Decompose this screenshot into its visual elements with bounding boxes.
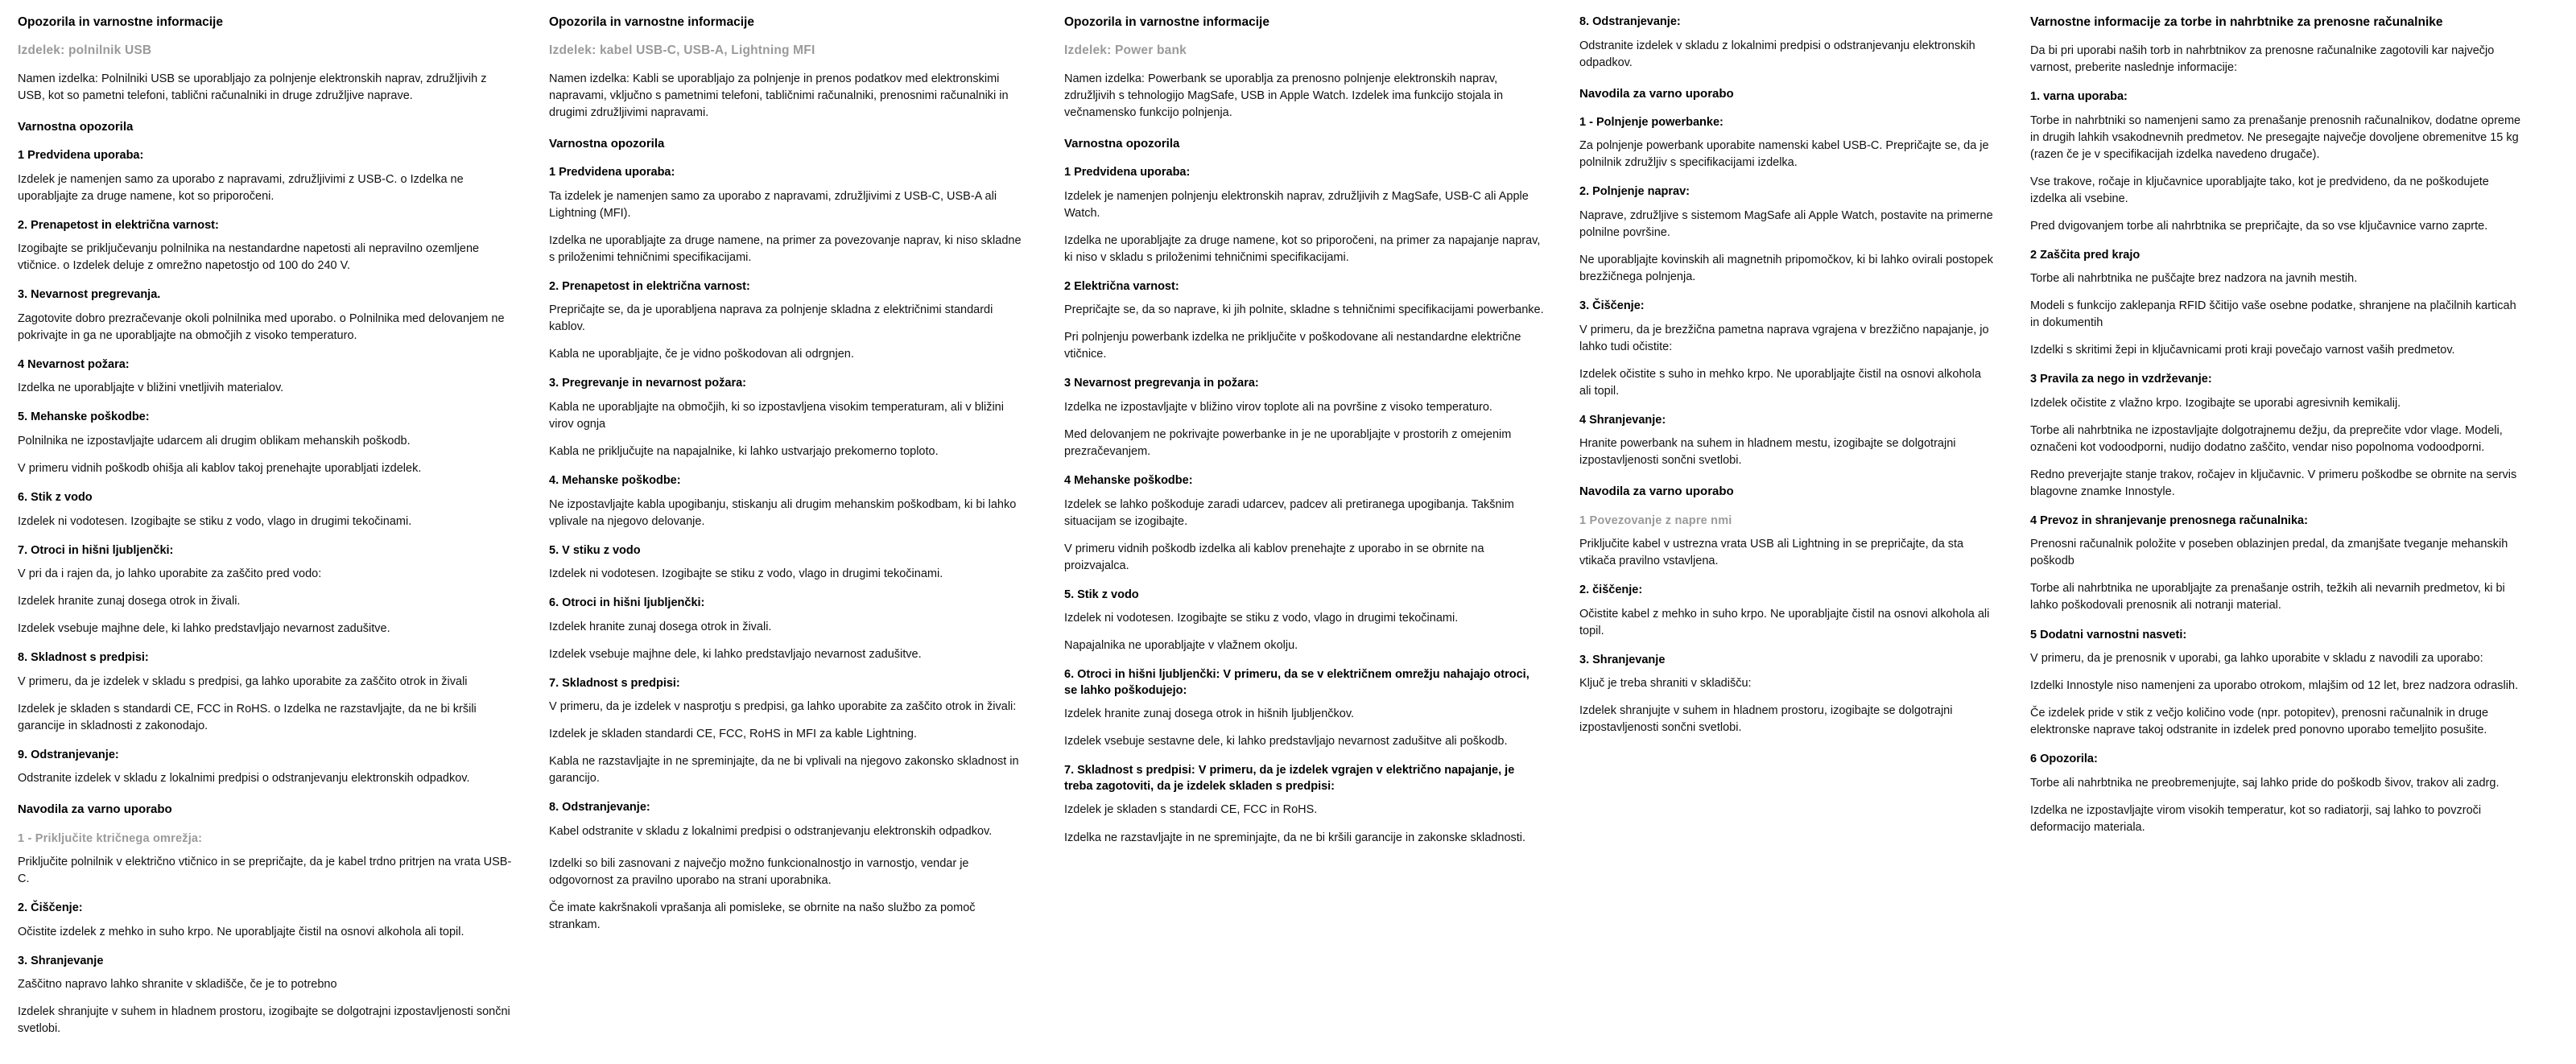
- care-section-heading: 1 - Polnjenje powerbanke:: [1579, 115, 1724, 129]
- section-heading: 1 Predvidena uporaba:: [1064, 166, 1191, 179]
- care-paragraph: Izdelek shranjujte v suhem in hladnem prostoru, izogibajte se dolgotrajni izpostavljenosti sončni svetlobi.: [18, 1005, 510, 1036]
- care-section-heading: 3. Čiščenje:: [1579, 299, 1645, 313]
- section-heading: 5. V stiku z vodo: [549, 543, 641, 557]
- care-paragraph: Izdelek shranjujte v suhem in hladnem prostoru, izogibajte se dolgotrajni izpostavljenosti sončni svetlobi.: [1579, 704, 1953, 735]
- warnings-heading: Varnostna opozorila: [18, 119, 134, 134]
- section-heading: 1 Predvidena uporaba:: [549, 166, 675, 179]
- section-paragraph: Izdelek ni vodotesen. Izogibajte se stiku z vodo, vlago in drugimi tekočinami.: [549, 567, 943, 581]
- care-paragraph: Priključite kabel v ustrezna vrata USB ali Lightning in se prepričajte, da sta vtikača pravilno vstavljena.: [1579, 538, 1964, 568]
- section-paragraph: Izdelek hranite zunaj dosega otrok in hišnih ljubljenčkov.: [1064, 707, 1355, 721]
- care-section-heading: 2. Čiščenje:: [18, 901, 83, 915]
- section-paragraph: Vse trakove, ročaje in ključavnice uporabljajte tako, kot je predvideno, da ne poškodujete izdelka ali vsebine.: [2030, 175, 2489, 205]
- section-heading: 3. Pregrevanje in nevarnost požara:: [549, 377, 746, 390]
- section-paragraph: Prenosni računalnik položite v poseben oblazinjen predal, da zmanjšate tveganje mehanskih poškodb: [2030, 538, 2508, 568]
- care-paragraph: Za polnjenje powerbank uporabite namenski kabel USB-C. Prepričajte se, da je polnilnik združljiv s specifikacijami izdelka.: [1579, 139, 1989, 170]
- section-paragraph: Med delovanjem ne pokrivajte powerbanke in je ne uporabljajte v prostorih z omejenim prezračevanjem.: [1064, 427, 1512, 458]
- section-paragraph: Napajalnika ne uporabljajte v vlažnem okolju.: [1064, 639, 1298, 653]
- section-paragraph: Izdelki Innostyle niso namenjeni za uporabo otrokom, mlajšim od 12 let, brez nadzora odraslih.: [2030, 679, 2519, 693]
- care-paragraph: Ključ je treba shraniti v skladišču:: [1579, 677, 1752, 691]
- section-paragraph: Izdelka ne izpostavljajte v bližino virov toplote ali na površine z visoko temperaturo.: [1064, 400, 1492, 414]
- section-paragraph: Izdelek je namenjen polnjenju elektronskih naprav, združljivih z MagSafe, USB-C ali Apple Watch.: [1064, 189, 1529, 220]
- section-paragraph: Izdelka ne uporabljajte za druge namene, na primer za povezovanje naprav, ki niso skladne s priloženimi tehničnimi specifikacijami.: [549, 233, 1022, 264]
- section-paragraph: Torbe ali nahrbtnika ne puščajte brez nadzora na javnih mestih.: [2030, 272, 2358, 286]
- section-paragraph: V primeru vidnih poškodb ohišja ali kablov takoj prenehajte uporabljati izdelek.: [18, 462, 422, 476]
- section-paragraph: Kabla ne priključujte na napajalnike, ki lahko ustvarjajo prekomerno toploto.: [549, 444, 939, 458]
- column-title: Opozorila in varnostne informacije: [18, 15, 223, 29]
- section-paragraph: Pri polnjenju powerbank izdelka ne priključite v poškodovane ali nestandardne električne vtičnice.: [1064, 331, 1521, 361]
- product-line: Izdelek: kabel USB-C, USB-A, Lightning MFI: [549, 43, 815, 57]
- section-paragraph: Kabla ne uporabljajte, če je vidno poškodovan ali odrgnjen.: [549, 348, 854, 361]
- care-paragraph: Ne uporabljajte kovinskih ali magnetnih pripomočkov, ki bi lahko ovirali postopek brezžičnega polnjenja.: [1579, 254, 1993, 284]
- section-heading: 6. Otroci in hišni ljubljenčki:: [549, 596, 705, 610]
- section-paragraph: Izdelek ni vodotesen. Izogibajte se stiku z vodo, vlago in drugimi tekočinami.: [18, 514, 412, 528]
- section-paragraph: Izdelek hranite zunaj dosega otrok in živali.: [549, 620, 772, 633]
- section-paragraph: Kabel odstranite v skladu z lokalnimi predpisi o odstranjevanju elektronskih odpadkov.: [549, 824, 993, 838]
- section-heading: 9. Odstranjevanje:: [18, 748, 119, 761]
- section-paragraph: Izdelek je skladen s standardi CE, FCC in RoHS. o Izdelka ne razstavljajte, da ne bi kršili garancije in skladnosti z zakonodajo.: [18, 702, 477, 732]
- warnings-heading: Varnostna opozorila: [549, 136, 665, 151]
- section-paragraph: Polnilnika ne izpostavljajte udarcem ali drugim oblikam mehanskih poškodb.: [18, 435, 411, 448]
- care-paragraph: Zaščitno napravo lahko shranite v skladišče, če je to potrebno: [18, 978, 337, 992]
- care-heading-2: Navodila za varno uporabo: [1579, 485, 1734, 499]
- section-heading: 7. Skladnost s predpisi:: [549, 676, 680, 690]
- section-heading: 8. Skladnost s predpisi:: [18, 651, 149, 665]
- intro-paragraph: Namen izdelka: Powerbank se uporablja za prenosno polnjenje elektronskih naprav, združljivih s tehnologijo MagSafe, USB in Apple Watch. Izdelek ima funkcijo stojala in večnamensko funkcijo polnjenja.: [1064, 72, 1504, 119]
- column-title: Opozorila in varnostne informacije: [549, 15, 754, 29]
- section-heading: 4. Mehanske poškodbe:: [549, 473, 681, 487]
- care-paragraph: Očistite izdelek z mehko in suho krpo. Ne uporabljajte čistil na osnovi alkohola ali topil.: [18, 925, 464, 938]
- intro-paragraph: Namen izdelka: Polnilniki USB se uporabljajo za polnjenje elektronskih naprav, združljivih z USB, kot so pametni telefoni, tablični računalniki in druge združljive naprave.: [18, 72, 487, 102]
- care-section-heading: 3. Shranjevanje: [18, 954, 104, 967]
- section-heading: 5. Stik z vodo: [1064, 588, 1139, 601]
- section-paragraph: Izogibajte se priključevanju polnilnika na nestandardne napetosti ali nepravilno ozemljene vtičnice. o Izdelek deluje z omrežno napetostjo od 100 do 240 V.: [18, 242, 480, 273]
- section-paragraph: V pri da i rajen da, jo lahko uporabite za zaščito pred vodo:: [18, 567, 322, 581]
- section-heading: 3 Nevarnost pregrevanja in požara:: [1064, 377, 1259, 390]
- section-heading: 5 Dodatni varnostni nasveti:: [2030, 628, 2187, 641]
- column-title: Opozorila in varnostne informacije: [1064, 15, 1269, 29]
- section-paragraph: Izdelek se lahko poškoduje zaradi udarcev, padcev ali pretiranega upogibanja. Takšnim situacijam se izogibajte.: [1064, 497, 1514, 528]
- section-heading: 6. Otroci in hišni ljubljenčki: V primeru, da se v električnem omrežju nahajajo otroci, se lahko poškodujejo:: [1064, 668, 1530, 697]
- section-heading: 6 Opozorila:: [2030, 753, 2098, 766]
- section-heading: 5. Mehanske poškodbe:: [18, 410, 150, 424]
- section-heading: 2. Prenapetost in električna varnost:: [18, 218, 219, 232]
- care-section-heading: 2. Polnjenje naprav:: [1579, 185, 1690, 199]
- section-paragraph: Izdelka ne uporabljajte za druge namene, kot so priporočeni, na primer za napajanje naprav, ki niso v skladu s priloženimi tehničnimi specifikacijami.: [1064, 233, 1541, 264]
- section-heading: 4 Mehanske poškodbe:: [1064, 473, 1193, 487]
- section-paragraph: Redno preverjajte stanje trakov, ročajev in ključavnic. V primeru poškodbe se obrnite na servis blagovne znamke Innostyle.: [2030, 468, 2517, 498]
- section-paragraph: Odstranite izdelek v skladu z lokalnimi predpisi o odstranjevanju elektronskih odpadkov.: [1579, 39, 1975, 69]
- footer-paragraph: Če imate kakršnakoli vprašanja ali pomisleke, se obrnite na našo službo za pomoč strankam.: [549, 901, 976, 931]
- footer-paragraph: Izdelki so bili zasnovani z največjo možno funkcionalnostjo in varnostjo, vendar je odgovornost za pravilno uporabo na strani uporabnika.: [549, 856, 969, 887]
- section-paragraph: Izdelek je skladen standardi CE, FCC, RoHS in MFI za kable Lightning.: [549, 728, 917, 741]
- section-heading: 1 Predvidena uporaba:: [18, 149, 144, 163]
- section-paragraph: Ta izdelek je namenjen samo za uporabo z napravami, združljivimi z USB-C, USB-A ali Lightning (MFI).: [549, 189, 997, 220]
- care-paragraph: Hranite powerbank na suhem in hladnem mestu, izogibajte se dolgotrajni izpostavljenosti sončni svetlobi.: [1579, 437, 1956, 468]
- section-paragraph: Izdelek vsebuje majhne dele, ki lahko predstavljajo nevarnost zadušitve.: [549, 647, 922, 661]
- section-paragraph: V primeru vidnih poškodb izdelka ali kablov prenehajte z uporabo in se obrnite na proizvajalca.: [1064, 542, 1484, 572]
- section-paragraph: Izdelek vsebuje majhne dele, ki lahko predstavljajo nevarnost zadušitve.: [18, 622, 390, 636]
- section-heading: 8. Odstranjevanje:: [549, 801, 650, 814]
- section-heading: 2 Električna varnost:: [1064, 279, 1179, 293]
- section-paragraph: Izdelka ne izpostavljajte virom visokih temperatur, kot so radiatorji, saj lahko to povzroči deformacijo materiala.: [2030, 803, 2482, 834]
- care-paragraph: Izdelek očistite s suho in mehko krpo. Ne uporabljajte čistil na osnovi alkohola ali topil.: [1579, 367, 1981, 398]
- section-paragraph: Prepričajte se, da so naprave, ki jih polnite, skladne s tehničnimi specifikacijami powerbanke.: [1064, 303, 1544, 317]
- column-powerbank: [1046, 14, 1562, 857]
- column-title: Varnostne informacije za torbe in nahrbtnike za prenosne računalnike: [2030, 15, 2443, 29]
- section-paragraph: Modeli s funkcijo zaklepanja RFID ščitijo vaše osebne podatke, shranjene na plačilnih karticah in dokumentih: [2030, 299, 2516, 330]
- warnings-heading: Varnostna opozorila: [1064, 136, 1180, 151]
- section-paragraph: Izdelek vsebuje sestavne dele, ki lahko predstavljajo nevarnost zadušitve ali poškodb.: [1064, 735, 1508, 749]
- section-paragraph: Izdelek je namenjen samo za uporabo z napravami, združljivimi z USB-C. o Izdelka ne uporabljajte za druge namene, kot so priporočeni.: [18, 172, 464, 203]
- section-heading: 4 Prevoz in shranjevanje prenosnega računalnika:: [2030, 513, 2308, 527]
- section-paragraph: Zagotovite dobro prezračevanje okoli polnilnika med uporabo. o Polnilnika med delovanjem ne pokrivajte in ga ne uporabljajte na območjih z visoko temperaturo.: [18, 311, 505, 342]
- section-paragraph: Torbe in nahrbtniki so namenjeni samo za prenašanje prenosnih računalnikov, dodatne opreme in drugih lahkih vsakodnevnih predmetov. Ne presegajte največje dovoljene obremenitve 15 kg (razen če je v specifikacijah izdelka navedeno drugače).: [2030, 113, 2521, 161]
- care-section-heading: 1 Povezovanje z napre nmi: [1579, 513, 1732, 527]
- care-paragraph: V primeru, da je brezžična pametna naprava vgrajena v brezžično napajanje, jo lahko tudi očistite:: [1579, 323, 1989, 353]
- section-paragraph: Izdelki s skritimi žepi in ključavnicami proti kraji povečajo varnost vaših predmetov.: [2030, 344, 2455, 357]
- section-heading: 2 Zaščita pred krajo: [2030, 248, 2140, 262]
- section-paragraph: Izdelek ni vodotesen. Izogibajte se stiku z vodo, vlago in drugimi tekočinami.: [1064, 612, 1459, 625]
- section-paragraph: Odstranite izdelek v skladu z lokalnimi predpisi o odstranjevanju elektronskih odpadkov.: [18, 772, 470, 786]
- care-section-heading: 4 Shranjevanje:: [1579, 413, 1666, 427]
- section-heading: 4 Nevarnost požara:: [18, 357, 130, 371]
- section-heading: 8. Odstranjevanje:: [1579, 15, 1681, 28]
- care-paragraph: Priključite polnilnik v električno vtičnico in se prepričajte, da je kabel trdno pritrjen na vrata USB-C.: [18, 856, 512, 886]
- section-paragraph: V primeru, da je prenosnik v uporabi, ga lahko uporabite v skladu z navodili za uporabo:: [2030, 652, 2483, 666]
- column-powerbank-care: [1562, 14, 2013, 747]
- section-paragraph: Torbe ali nahrbtnika ne preobremenjujte, saj lahko pride do poškodb šivov, trakov ali zadrg.: [2030, 776, 2500, 790]
- product-line: Izdelek: polnilnik USB: [18, 43, 152, 57]
- column-bags: [2013, 14, 2544, 847]
- care-section-heading: 2. čiščenje:: [1579, 584, 1643, 597]
- intro-paragraph: Da bi pri uporabi naših torb in nahrbtnikov za prenosne računalnike zagotovili kar največjo varnost, preberite naslednje informacije:: [2030, 43, 2495, 74]
- column-cable: [531, 14, 1046, 944]
- section-heading: 3. Nevarnost pregrevanja.: [18, 288, 161, 302]
- care-paragraph: Očistite kabel z mehko in suho krpo. Ne uporabljajte čistil na osnovi alkohola ali topil.: [1579, 607, 1990, 637]
- section-paragraph: V primeru, da je izdelek v skladu s predpisi, ga lahko uporabite za zaščito otrok in živali: [18, 674, 468, 688]
- section-paragraph: Izdelka ne razstavljajte in ne spreminjajte, da ne bi kršili garancije in zakonske skladnosti.: [1064, 831, 1526, 844]
- section-paragraph: Pred dvigovanjem torbe ali nahrbtnika se prepričajte, da so vse ključavnice varno zaprte.: [2030, 219, 2488, 233]
- care-heading: Navodila za varno uporabo: [18, 802, 172, 817]
- section-heading: 7. Otroci in hišni ljubljenčki:: [18, 543, 174, 557]
- section-heading: 6. Stik z vodo: [18, 491, 93, 505]
- section-paragraph: Izdelka ne uporabljajte v bližini vnetljivih materialov.: [18, 381, 284, 395]
- section-paragraph: V primeru, da je izdelek v nasprotju s predpisi, ga lahko uporabite za zaščito otrok in živali:: [549, 700, 1017, 714]
- product-line: Izdelek: Power bank: [1064, 43, 1187, 57]
- care-paragraph: Naprave, združljive s sistemom MagSafe ali Apple Watch, postavite na primerne polnilne površine.: [1579, 209, 1993, 240]
- care-section-heading: 1 - Priključite ktričnega omrežja:: [18, 831, 203, 845]
- section-paragraph: Kabla ne uporabljajte na območjih, ki so izpostavljena visokim temperaturam, ali v bližini virov ognja: [549, 400, 1004, 431]
- section-paragraph: Izdelek hranite zunaj dosega otrok in živali.: [18, 595, 241, 608]
- intro-paragraph: Namen izdelka: Kabli se uporabljajo za polnjenje in prenos podatkov med elektronskimi napravami, vključno s pametnimi telefoni, tabličnimi računalniki, prenosnimi računalniki in drugimi združljivimi napravami.: [549, 72, 1009, 119]
- care-heading: Navodila za varno uporabo: [1579, 86, 1734, 101]
- section-heading: 3 Pravila za nego in vzdrževanje:: [2030, 373, 2212, 386]
- section-heading: 2. Prenapetost in električna varnost:: [549, 279, 750, 293]
- section-paragraph: Torbe ali nahrbtnika ne uporabljajte za prenašanje ostrih, težkih ali nevarnih predmetov, ki bi lahko poškodovali prenosnik ali notranji material.: [2030, 582, 2505, 612]
- column-charger: [0, 14, 531, 1048]
- section-paragraph: Kabla ne razstavljajte in ne spreminjajte, da ne bi vplivali na njegovo zakonsko skladnost in garancijo.: [549, 755, 1019, 786]
- section-paragraph: Izdelek je skladen s standardi CE, FCC in RoHS.: [1064, 803, 1318, 817]
- section-paragraph: Ne izpostavljajte kabla upogibanju, stiskanju ali drugim mehanskim poškodbam, ki bi lahko vplivale na njegovo delovanje.: [549, 497, 1017, 528]
- section-heading: 1. varna uporaba:: [2030, 89, 2128, 103]
- section-paragraph: Torbe ali nahrbtnika ne izpostavljajte dolgotrajnemu dežju, da preprečite vdor vlage. Modeli, označeni kot vodoodporni, nudijo dodatno zaščito, vendar niso popolnoma vodoodporni.: [2030, 423, 2503, 454]
- section-heading: 7. Skladnost s predpisi: V primeru, da je izdelek vgrajen v električno napajanje, je treba zagotoviti, da je izdelek skladen s predpisi:: [1064, 764, 1515, 793]
- care-section-heading: 3. Shranjevanje: [1579, 653, 1666, 666]
- section-paragraph: Če izdelek pride v stik z večjo količino vode (npr. potopitev), prenosni računalnik in druge elektronske naprave takoj odstranite in izdelek pred ponovno uporabo temeljito posušite.: [2030, 707, 2489, 737]
- section-paragraph: Prepričajte se, da je uporabljena naprava za polnjenje skladna z električnimi standardi kablov.: [549, 303, 993, 334]
- section-paragraph: Izdelek očistite z vlažno krpo. Izogibajte se uporabi agresivnih kemikalij.: [2030, 396, 2401, 410]
